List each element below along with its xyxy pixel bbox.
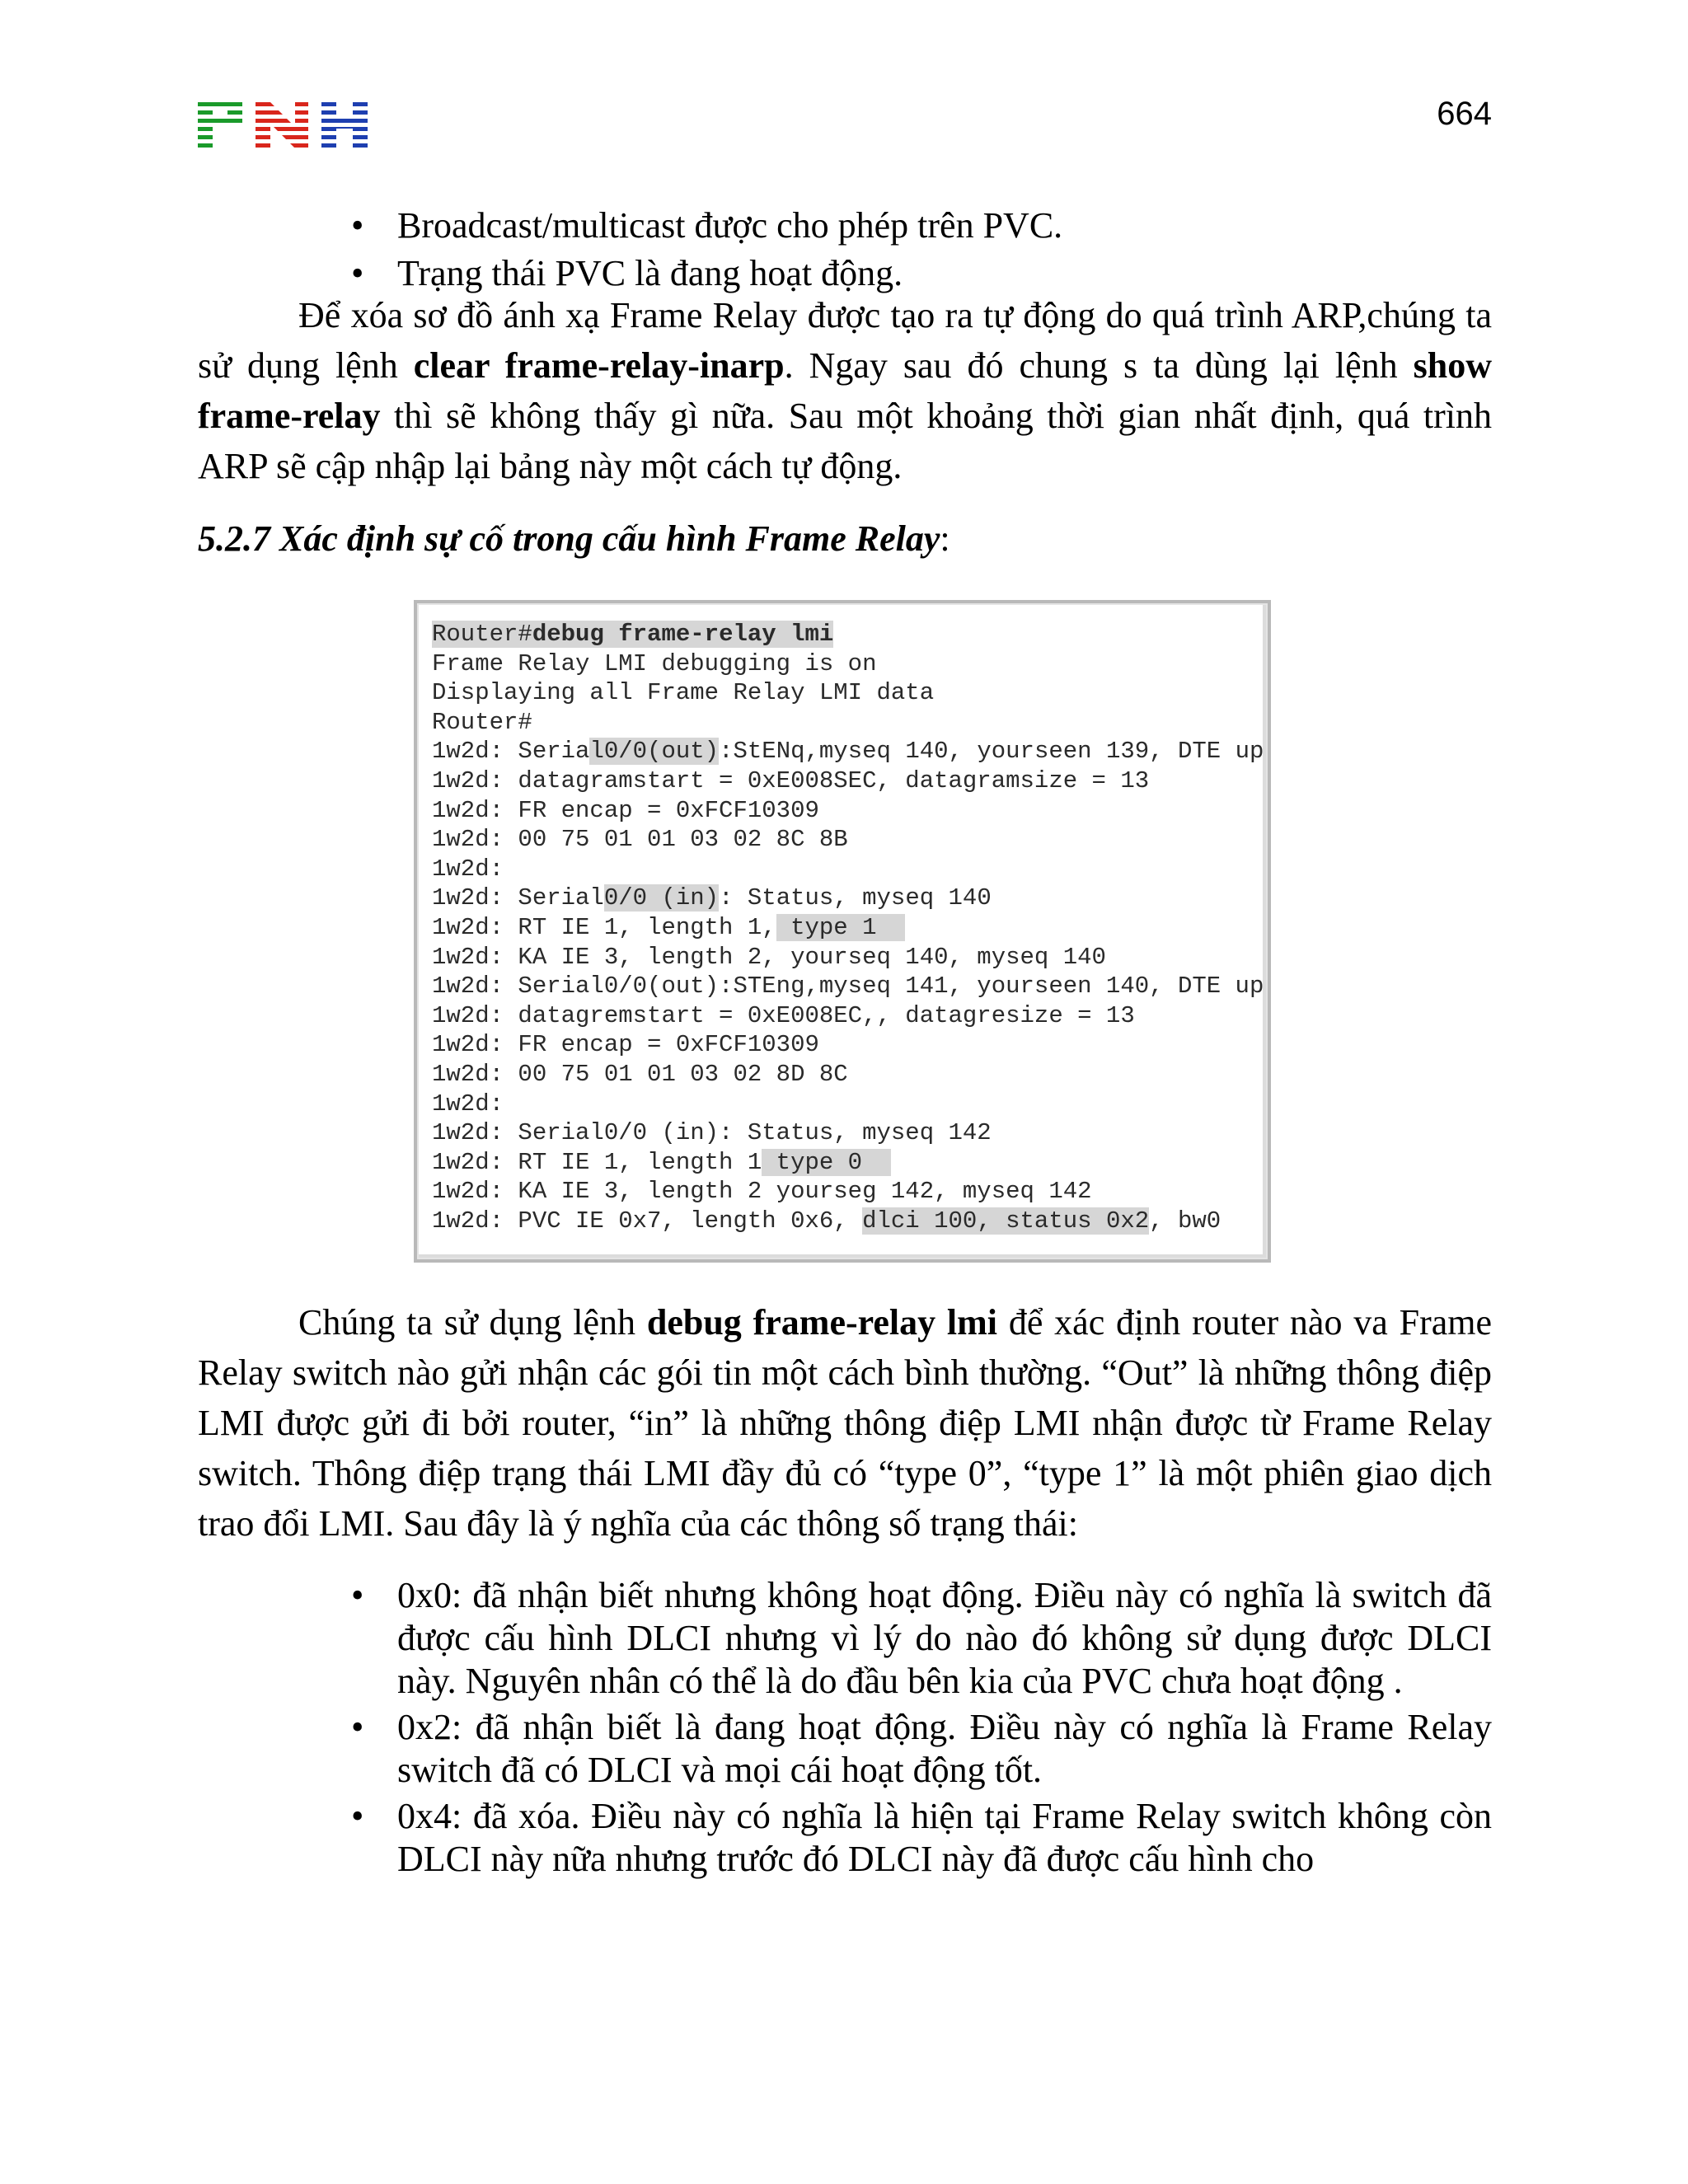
bullet-item: • Broadcast/multicast được cho phép trên PVC. <box>198 200 1492 248</box>
paragraph-clear-inarp: Để xóa sơ đồ ánh xạ Frame Relay được tạo ra tự động do quá trình ARP,chúng ta sử dụng lệnh clear frame-relay-inarp. Ngay sau đó chung s ta dùng lại lệnh show frame-relay thì sẽ không thấy gì nữa. Sau một khoảng thời gian nhất định, quá trình ARP sẽ cập nhập lại bảng này một cách tự động. <box>198 295 1492 486</box>
debug-output-screenshot <box>414 600 1271 1263</box>
status-values-list <box>336 1574 1492 1884</box>
status-item-0x2: • 0x2: đã nhận biết là đang hoạt động. Điều này có nghĩa là Frame Relay switch đã có DLCI và mọi cái hoạt động tốt. <box>336 1706 1492 1792</box>
top-bullet-list <box>198 200 1492 296</box>
bullet-item: • Trạng thái PVC là đang hoạt động. <box>198 248 1492 296</box>
command-show-frame-relay: show frame-relay <box>198 345 1492 436</box>
status-item-0x0: • 0x0: đã nhận biết nhưng không hoạt động. Điều này có nghĩa là switch đã được cấu hình DLCI nhưng vì lý do nào đó không sử dụng được DLCI này. Nguyên nhân có thể là do đầu bên kia của PVC chưa hoạt động . <box>336 1574 1492 1703</box>
debug-command: debug frame-relay lmi <box>532 621 834 648</box>
status-item-0x4: • 0x4: đã xóa. Điều này có nghĩa là hiện tại Frame Relay switch không còn DLCI này nữa nhưng trước đó DLCI này đã được cấu hình cho <box>336 1795 1492 1881</box>
pnh-logo <box>198 102 368 148</box>
page-number: 664 <box>1437 96 1492 132</box>
section-heading: 5.2.7 Xác định sự cố trong cấu hình Frame Relay: <box>198 518 950 559</box>
command-debug-lmi: debug frame-relay lmi <box>646 1302 998 1343</box>
command-clear-inarp: clear frame-relay-inarp <box>413 345 785 386</box>
paragraph-debug-lmi: Chúng ta sử dụng lệnh debug frame-relay lmi để xác định router nào va Frame Relay switch nào gửi nhận các gói tin một cách bình thường. “Out” là những thông điệp LMI được gửi đi bởi router, “in” là những thông điệp LMI nhận được từ Frame Relay switch. Thông điệp trạng thái LMI đầy đủ có “type 0”, “type 1” là một phiên giao dịch trao đổi LMI. Sau đây là ý nghĩa của các thông số trạng thái: <box>198 1302 1493 1544</box>
terminal-text: Router#debug frame-relay lmi Frame Relay LMI debugging is on Displaying all Frame Relay LMI data Router# 1w2d: Serial0/0(out):StENq,myseq 140, yourseen 139, DTE up 1w2d: datagramstart = 0xE008SEC, datagramsize = 13 1w2d: FR encap = 0xFCF10309 1w2d: 00 75 01 01 03 02 8C 8B 1w2d: 1w2d: Serial0/0 (in): Status, myseq 140 1w2d: RT IE 1, length 1, type 1 1w2d: KA IE 3, length 2, yourseq 140, myseq 140 1w2d: Serial0/0(out):STEng,myseq 141, yourseen 140, DTE up 1w2d: datagremstart = 0xE008EC,, datagresize = 13 1w2d: FR encap = 0xFCF10309 1w2d: 00 75 01 01 03 02 8D 8C 1w2d: 1w2d: Serial0/0 (in): Status, myseq 142 1w2d: RT IE 1, length 1 type 0 1w2d: KA IE 3, length 2 yourseg 142, myseq 142 1w2d: PVC IE 0x7, length 0x6, dlci 100, status 0x2, bw0 <box>432 621 1264 1235</box>
